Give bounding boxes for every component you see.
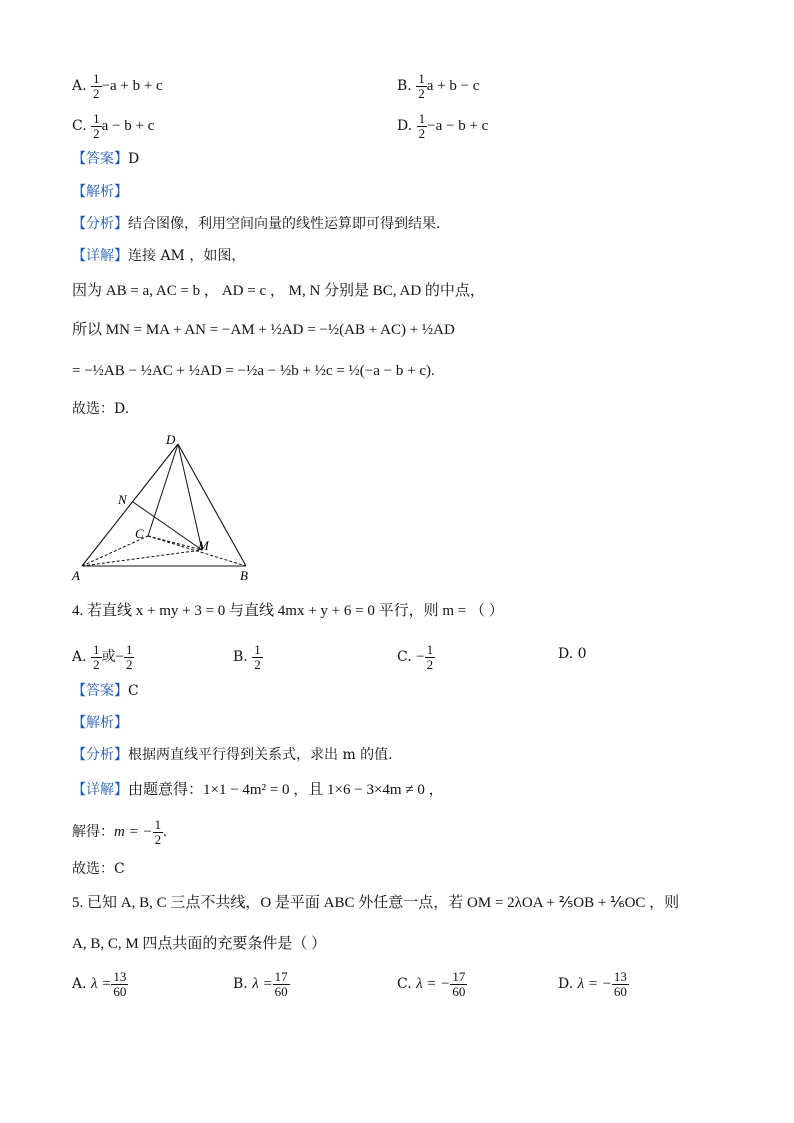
q3-option-d: D. $\frac{1}{2}$ −a − b + c (397, 111, 489, 141)
edge-dc (148, 444, 178, 536)
q4-option-c: C. − $\frac{1}{2}$ (397, 642, 434, 672)
q3-option-a: A. $\frac{1}{2}$ −a + b + c (72, 71, 163, 101)
segment-am-dashed (82, 550, 202, 566)
q3-option-b: B. $\frac{1}{2}$ a + b − c (397, 71, 480, 101)
edge-ad (82, 444, 178, 566)
q4-option-a: A. $\frac{1}{2}$ 或− $\frac{1}{2}$ (72, 642, 133, 672)
q4-choose: 故选：C (72, 861, 125, 877)
q3-analysis-heading: 【解析】 (72, 184, 128, 200)
q4-xiangjie: 【详解】由题意得：1×1 − 4m² = 0 ，且 1×6 − 3×4m ≠ 0 ， (72, 782, 444, 798)
tetrahedron-figure (60, 428, 270, 586)
half-fraction: $\frac{1}{2}$ (93, 111, 100, 141)
q5-stem-line-1: 5. 已知 A, B, C 三点不共线，O 是平面 ABC 外任意一点，若 OM = 2λOA + ⅖OB + ⅙OC ，则 (72, 895, 680, 911)
q5-option-a: A. λ = $\frac{13}{60}$ (72, 969, 127, 999)
q3-fenxi: 【分析】结合图像，利用空间向量的线性运算即可得到结果. (72, 216, 441, 232)
q3-result-line: = −½AB − ½AC + ½AD = −½a − ½b + ½c = ½(−a − b + c). (72, 363, 435, 379)
segment-dm (178, 444, 202, 550)
q4-solution: 解得：m = − $\frac{1}{2}$ . (72, 817, 167, 847)
label-m: M (198, 538, 209, 553)
segment-cm-dashed (148, 536, 202, 550)
q5-option-d: D. λ = − $\frac{13}{60}$ (558, 969, 627, 999)
edge-bd (178, 444, 246, 566)
label-d: D (166, 432, 176, 447)
q4-stem: 4. 若直线 x + my + 3 = 0 与直线 4mx + y + 6 = 0 平行，则 m = （ ） (72, 603, 504, 619)
q3-because-line: 因为 AB = a, AC = b ， AD = c ， M, N 分别是 BC, AD 的中点， (72, 283, 485, 299)
q4-answer: 【答案】C (72, 683, 139, 699)
q3-xiangjie: 【详解】连接 AM ，如图， (72, 248, 246, 264)
q5-stem-line-2: A, B, C, M 四点共面的充要条件是（ ） (72, 936, 327, 952)
q3-answer: 【答案】D (72, 151, 140, 167)
half-fraction: $\frac{1}{2}$ (418, 71, 425, 101)
q4-option-b: B. $\frac{1}{2}$ (233, 642, 261, 672)
q4-option-d: D. 0 (558, 646, 587, 662)
label-b: B (240, 568, 248, 583)
q3-option-c: C. $\frac{1}{2}$ a − b + c (72, 111, 155, 141)
q5-option-c: C. λ = − $\frac{17}{60}$ (397, 969, 466, 999)
q4-fenxi: 【分析】根据两直线平行得到关系式，求出 m 的值. (72, 747, 393, 763)
half-fraction: $\frac{1}{2}$ (93, 71, 100, 101)
q3-choose: 故选：D. (72, 401, 130, 417)
q5-option-b: B. λ = $\frac{17}{60}$ (233, 969, 288, 999)
half-fraction: $\frac{1}{2}$ (418, 111, 426, 141)
label-a: A (72, 568, 80, 583)
q3-so-line: 所以 MN = MA + AN = −AM + ½AD = −½(AB + AC) + ½AD (72, 322, 455, 338)
label-n: N (118, 492, 127, 507)
q4-analysis-heading: 【解析】 (72, 715, 128, 731)
label-c: C (135, 526, 144, 541)
